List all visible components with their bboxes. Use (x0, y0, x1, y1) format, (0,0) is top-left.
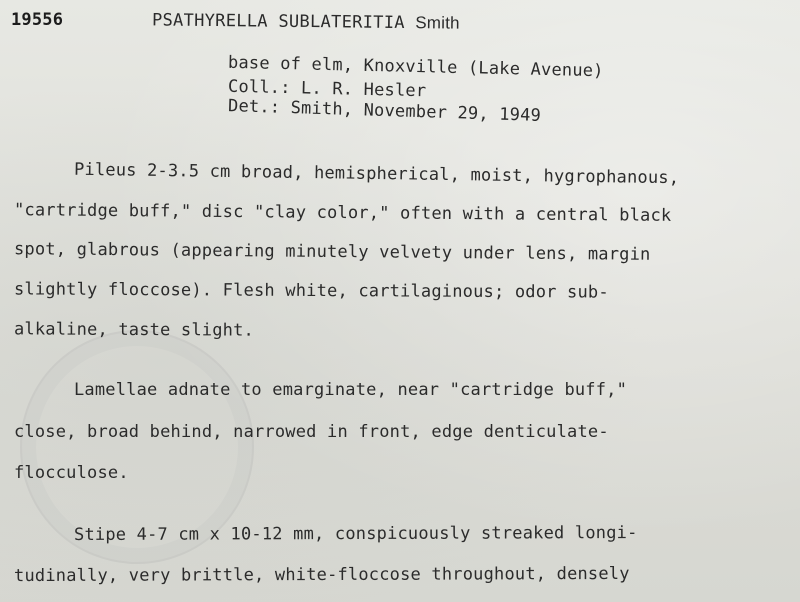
lamellae-line-2: close, broad behind, narrowed in front, edge denticulate- (14, 422, 609, 442)
lamellae-line-1: Lamellae adnate to emarginate, near "cartridge buff," (74, 380, 628, 400)
species-title (152, 10, 460, 33)
lamellae-line-3: flocculose. (14, 463, 129, 483)
record-number: 19556 (11, 10, 64, 30)
pileus-line-2: "cartridge buff," disc "clay color," often with a central black (13, 200, 672, 226)
pileus-line-4: slightly floccose). Flesh white, cartilaginous; odor sub- (13, 279, 609, 303)
habitat-line: base of elm, Knoxville (Lake Avenue) (227, 52, 604, 82)
pileus-line-5: alkaline, taste slight. (13, 319, 255, 341)
pileus-line-1: Pileus 2-3.5 cm broad, hemispherical, moist, hygrophanous, (73, 159, 680, 189)
species-name: PSATHYRELLA SUBLATERITIA (151, 10, 405, 34)
collector-line: Coll.: L. R. Hesler (227, 76, 427, 102)
determiner-line: Det.: Smith, November 29, 1949 (227, 96, 542, 126)
species-author: Smith (415, 13, 460, 33)
stipe-line-1: Stipe 4-7 cm x 10-12 mm, conspicuously streaked longi- (73, 523, 638, 545)
stipe-line-2: tudinally, very brittle, white-floccose throughout, densely (13, 563, 630, 587)
pileus-line-3: spot, glabrous (appearing minutely velvety under lens, margin (13, 239, 651, 265)
